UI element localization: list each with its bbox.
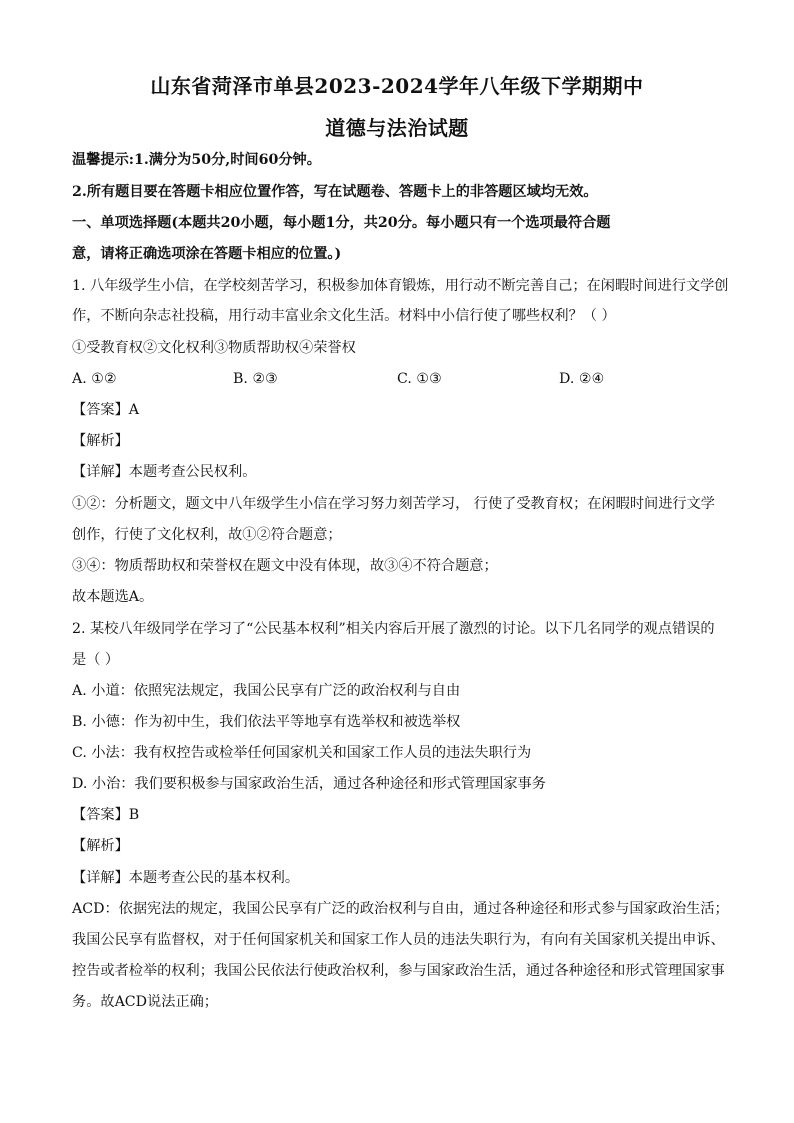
q1-option-b: B. ②③ [233,371,278,387]
q2-option-a: A. 小道：依照宪法规定，我国公民享有广泛的政治权利与自由 [72,683,461,699]
q1-option-a: A. ①② [72,371,117,387]
q2-detail: 【详解】本题考查公民的基本权利。 [72,870,300,886]
q2-stem-line-1: 2. 某校八年级同学在学习了“公民基本权利”相关内容后开展了激烈的讨论。以下几名同学的观点错误的 [72,621,715,637]
q2-stem-line-2: 是（ ） [72,652,120,668]
q1-stem-line-1: 1. 八年级学生小信，在学校刻苦学习，积极参加体育锻炼，用行动不断完善自己；在闲暇时间进行文学创 [72,278,729,294]
notice-line-1: 温馨提示:1.满分为50分,时间60分钟。 [72,152,321,168]
q1-analysis: 【解析】 [72,433,129,449]
q1-answer: 【答案】A [72,402,139,418]
notice-line-2: 2.所有题目要在答题卡相应位置作答，写在试题卷、答题卡上的非答题区域均无效。 [72,184,598,200]
q2-explanation-line-4: 务。故ACD说法正确； [72,994,218,1010]
q2-answer: 【答案】B [72,807,140,823]
q1-explanation-line-4: 故本题选A。 [72,589,154,605]
q2-analysis: 【解析】 [72,838,129,854]
q1-items: ①受教育权②文化权利③物质帮助权④荣誉权 [72,340,356,356]
page-title: 山东省菏泽市单县2023-2024学年八年级下学期期中 [150,74,644,98]
section-heading-line-1: 一、单项选择题(本题共20小题，每小题1分，共20分。每小题只有一个选项最符合题 [72,215,611,231]
q1-stem-line-2: 作，不断向杂志社投稿，用行动丰富业余文化生活。材料中小信行使了哪些权利？（ ） [72,308,616,324]
q2-option-b: B. 小德：作为初中生，我们依法平等地享有选举权和被选举权 [72,714,461,730]
section-heading-line-2: 意，请将正确选项涂在答题卡相应的位置。) [72,246,342,262]
q1-explanation-line-2: 创作，行使了文化权利，故①②符合题意； [72,527,342,543]
q1-detail: 【详解】本题考查公民权利。 [72,464,257,480]
q2-option-d: D. 小治：我们要积极参与国家政治生活，通过各种途径和形式管理国家事务 [72,776,546,792]
q2-explanation-line-3: 控告或者检举的权利；我国公民依法行使政治权利，参与国家政治生活，通过各种途径和形式管理国家事 [72,963,725,979]
q1-option-c: C. ①③ [397,371,442,387]
q2-option-c: C. 小法：我有权控告或检举任何国家机关和国家工作人员的违法失职行为 [72,745,532,761]
q2-explanation-line-1: ACD：依据宪法的规定，我国公民享有广泛的政治权利与自由，通过各种途径和形式参与国家政治生活； [72,901,729,917]
q1-explanation-line-3: ③④：物质帮助权和荣誉权在题文中没有体现，故③④不符合题意； [72,558,498,574]
q1-option-d: D. ②④ [559,371,605,387]
q2-explanation-line-2: 我国公民享有监督权，对于任何国家机关和国家工作人员的违法失职行为，有向有关国家机关提出申诉、 [72,932,725,948]
q1-explanation-line-1: ①②：分析题文，题文中八年级学生小信在学习努力刻苦学习， 行使了受教育权；在闲暇时间进行文学 [72,496,715,512]
page-subtitle: 道德与法治试题 [325,116,469,140]
